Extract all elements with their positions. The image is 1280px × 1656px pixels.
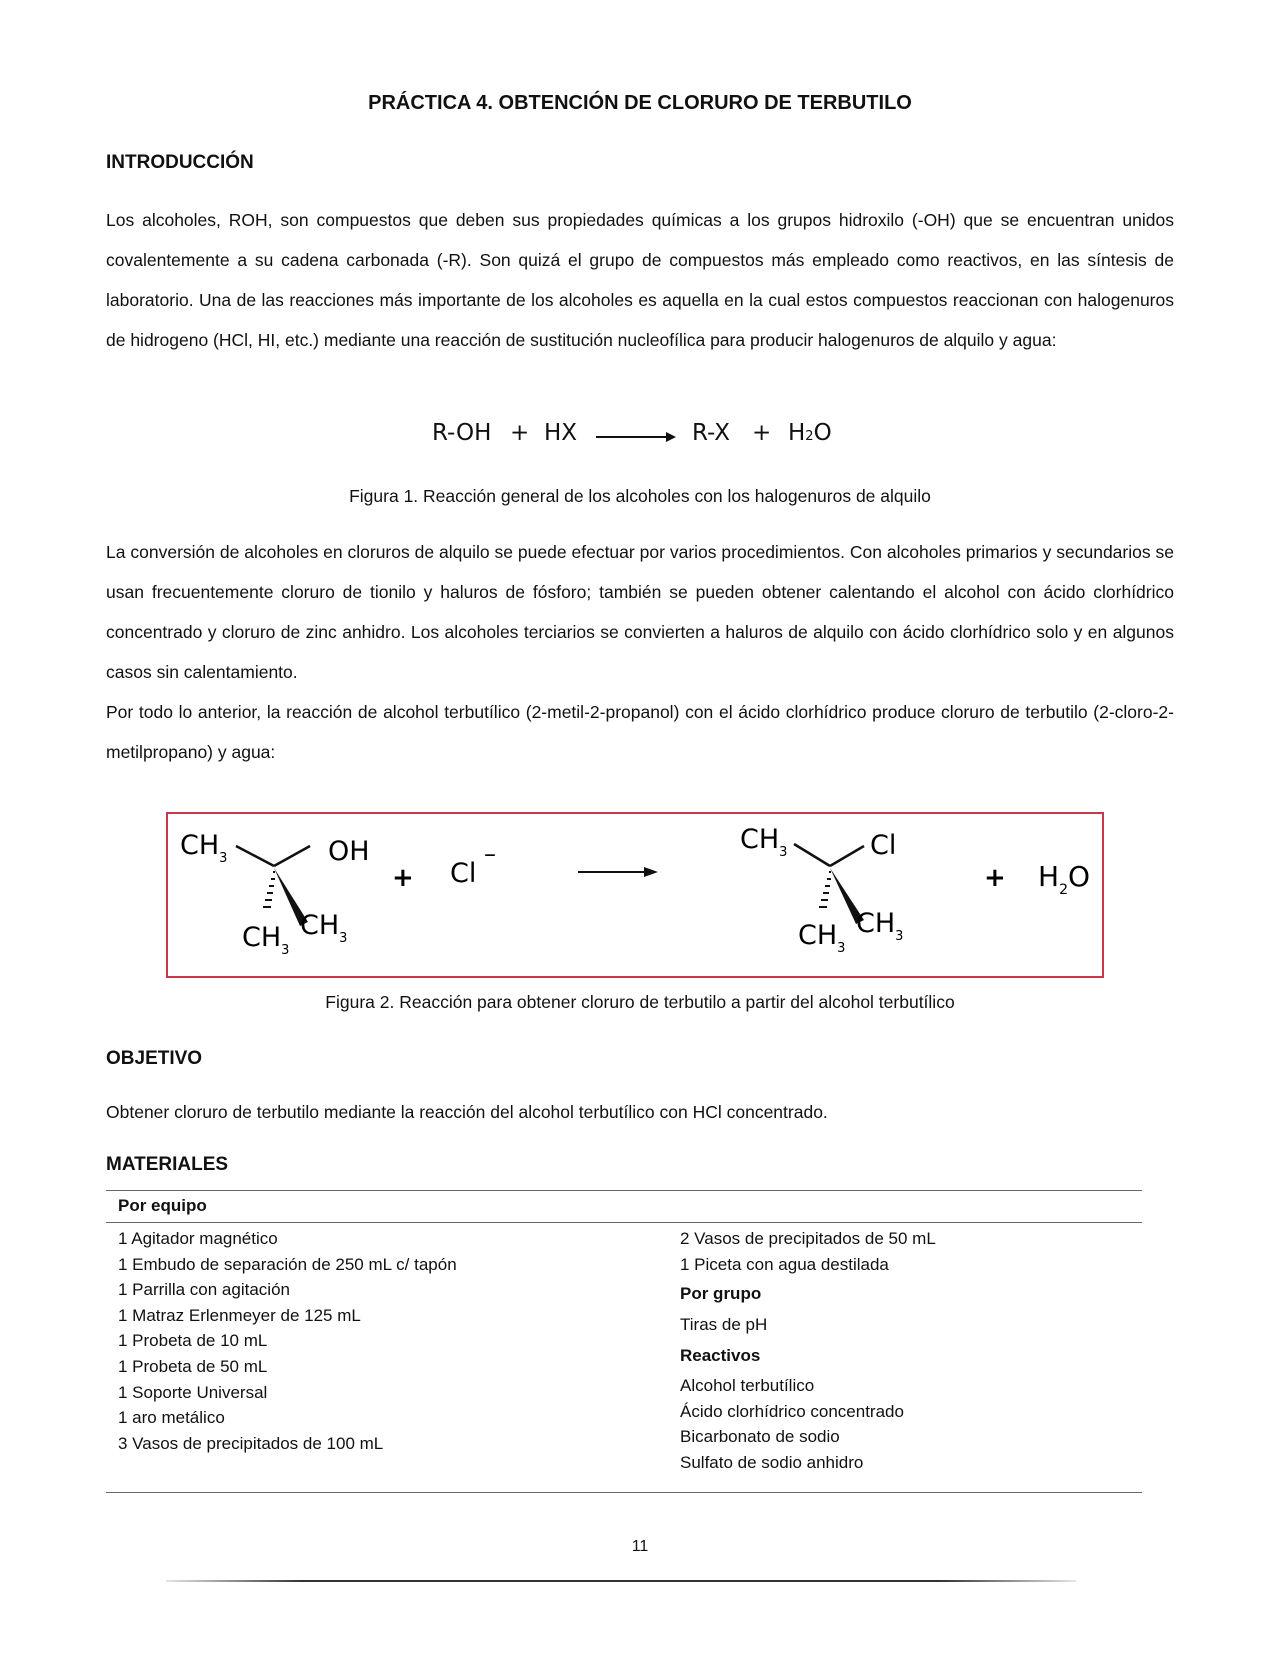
body-paragraph-2: Por todo lo anterior, la reacción de alcohol terbutílico (2-metil-2-propanol) con el ácido clorhídrico produce cloruro de terbutilo (2-cloro-2-metilpropano) y agua: [106,702,1174,762]
p-ch3-top: $CH_3$ [740,824,788,860]
intro-paragraph [106,200,1174,360]
p-hashed-bond [819,872,831,907]
group-heading: Por grupo [680,1284,762,1304]
eq-product1: R-X [692,420,730,446]
plus-2: + [984,863,1006,893]
p-bond-right [830,846,864,866]
material-item: 1 Matraz Erlenmeyer de 125 mL [118,1305,361,1325]
materials-right-column [680,1226,936,1476]
material-item: 1 Probeta de 10 mL [118,1331,268,1351]
reagent-item: Ácido clorhídrico concentrado [680,1401,904,1421]
figure2-reaction [168,814,1102,976]
r-ch3-top: $CH_3$ [180,830,228,866]
footer-rule [166,1580,1076,1582]
figure2-caption: Figura 2. Reacción para obtener cloruro de terbutilo a partir del alcohol terbutílico [325,992,955,1012]
group-item: Tiras de pH [680,1315,768,1335]
figure1-caption: Figura 1. Reacción general de los alcoholes con los halogenuros de alquilo [349,486,931,506]
material-item: 2 Vasos de precipitados de 50 mL [680,1229,936,1248]
chloride-ion: Cl [450,858,477,889]
p-ch3-bottom-left: $CH_3$ [798,920,846,956]
eq-reactant1: R-OH [432,420,492,446]
page-number: 11 [631,1538,649,1555]
eq-product2 [788,420,832,446]
r-bond-right [274,846,310,866]
right-top-list [680,1226,936,1277]
material-item: 1 Embudo de separación de 250 mL c/ tapón [118,1254,457,1274]
reagents-heading: Reactivos [680,1346,761,1366]
page-title: PRÁCTICA 4. OBTENCIÓN DE CLORURO DE TERBUTILO [368,92,912,114]
r-hashed-bond [263,872,275,907]
material-item: 1 Probeta de 50 mL [118,1356,268,1376]
water: $H_2O$ [1038,860,1091,898]
body-paragraph-1: La conversión de alcoholes en cloruros de alquilo se puede efectuar por varios procedimientos. Con alcoholes primarios y secundarios se usan frecuentemente cloruro de tionilo y haluros de fósforo; también se pueden obtener calentando el alcohol con ácido clorhídrico concentrado y cloruro de zinc anhidro. Los alcoholes terciarios se convierten a haluros de alquilo con ácido clorhídrico solo y en algunos casos sin calentamiento. [106,542,1174,682]
p-cl: Cl [870,830,897,861]
reagent-item: Sulfato de sodio anhidro [680,1452,864,1472]
table-top-rule [106,1190,1142,1191]
chloride-charge: – [484,840,496,868]
eq-sub2: 2 [805,429,814,444]
p-bond-left [794,844,830,866]
eq-arrow-icon [596,430,676,444]
plus-1: + [392,863,414,893]
reaction-arrow-icon [578,867,658,877]
reagent-item: Alcohol terbutílico [680,1376,815,1396]
reagents-list [680,1373,936,1475]
objective-text: Obtener cloruro de terbutilo mediante la reacción del alcohol terbutílico con HCl concentrado. [106,1102,828,1122]
group-items [680,1311,936,1339]
material-item: 1 Piceta con agua destilada [680,1254,889,1274]
material-item: 3 Vasos de precipitados de 100 mL [118,1433,384,1453]
material-item: 1 Soporte Universal [118,1382,268,1402]
material-item: 1 Parrilla con agitación [118,1280,290,1300]
table-header-por-equipo: Por equipo [118,1196,207,1215]
eq-plus2: + [752,420,772,446]
table-bottom-rule [106,1492,1142,1493]
reagent-item: Bicarbonato de sodio [680,1427,840,1447]
table-header-rule [106,1222,1142,1223]
objective-heading: OBJETIVO [106,1048,203,1069]
eq-o: O [813,420,832,446]
eq-h: H [788,420,806,446]
p-ch3-bottom-right: $CH_3$ [856,908,904,944]
figure2-box [166,812,1104,978]
r-ch3-bottom-left: $CH_3$ [242,922,290,958]
intro-text: Los alcoholes, ROH, son compuestos que deben sus propiedades químicas a los grupos hidroxilo (-OH) que se encuentran unidos covalentemente a su cadena carbonada (-R). Son quizá el grupo de compuestos más empleado como reactivos, en las síntesis de laboratorio. Una de las reacciones más importante de los alcoholes es aquella en la cual estos compuestos reaccionan con halogenuros de hidrogeno (HCl, HI, etc.) mediante una reacción de sustitución nucleofílica para producir halogenuros de alquilo y agua: [106,210,1174,350]
body-paragraphs [106,532,1174,772]
r-oh: OH [328,836,370,867]
eq-plus1: + [510,420,530,446]
eq-reactant2: HX [544,420,578,446]
r-ch3-bottom-right: $CH_3$ [300,910,348,946]
materials-heading: MATERIALES [106,1154,229,1175]
intro-heading: INTRODUCCIÓN [106,152,254,173]
figure1-equation [0,420,1280,454]
materials-left-column [118,1226,457,1456]
r-bond-left [236,846,274,866]
material-item: 1 aro metálico [118,1408,225,1428]
material-item: 1 Agitador magnético [118,1229,278,1248]
